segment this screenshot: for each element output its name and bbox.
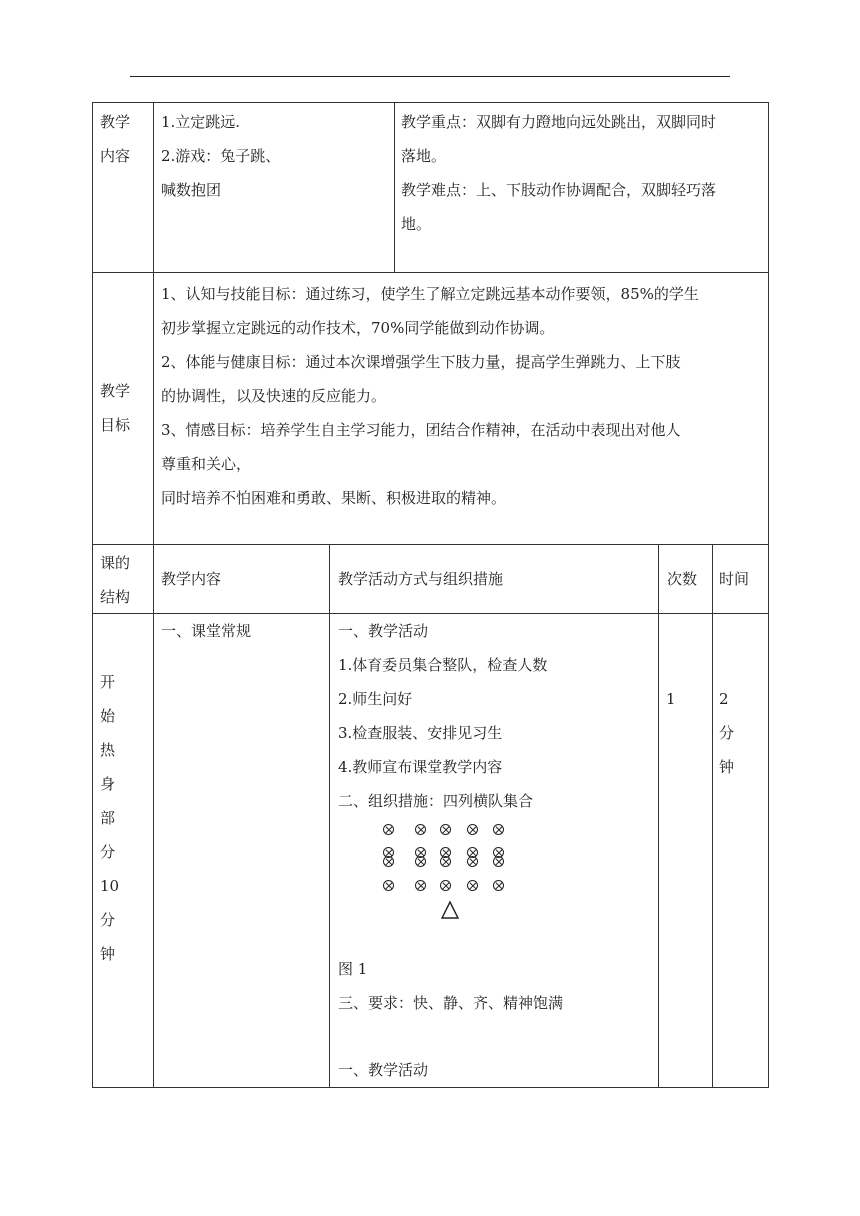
student-marker-icon <box>383 824 394 835</box>
activity-line: 3.检查服装、安排见习生 <box>338 724 503 742</box>
header-time: 时间 <box>719 570 750 588</box>
goal-line: 1、认知与技能目标：通过练习，使学生了解立定跳远基本动作要领，85%的学生 <box>161 285 699 303</box>
key-point-line: 地。 <box>401 215 432 233</box>
part1-label-char: 分 <box>100 911 116 929</box>
key-point-line: 落地。 <box>401 147 447 165</box>
label-column-divider <box>153 102 154 1088</box>
section1-key-points <box>401 105 716 241</box>
student-marker-icon <box>440 856 451 867</box>
section1-label-line: 内容 <box>100 147 131 165</box>
section1-bottom-rule <box>92 272 769 273</box>
student-marker-icon <box>467 856 478 867</box>
header-structure-line: 结构 <box>100 588 131 606</box>
key-point-line: 教学重点：双脚有力蹬地向远处跳出，双脚同时 <box>401 113 717 131</box>
section2-label-line: 目标 <box>100 416 131 434</box>
goal-line: 尊重和关心， <box>161 455 252 473</box>
activity-line: 二、组织措施：四列横队集合 <box>338 792 534 810</box>
section2-label <box>100 374 130 442</box>
next-activity-heading: 一、教学活动 <box>338 1061 429 1079</box>
key-point-line: 教学难点：上、下肢动作协调配合，双脚轻巧落 <box>401 181 717 199</box>
student-marker-icon <box>493 880 504 891</box>
student-marker-icon <box>415 856 426 867</box>
part1-label-char: 始 <box>100 707 116 725</box>
student-marker-icon <box>415 880 426 891</box>
activity-line: 2.师生问好 <box>338 690 413 708</box>
goal-line: 3、情感目标：培养学生自主学习能力，团结合作精神，在活动中表现出对他人 <box>161 421 681 439</box>
student-marker-icon <box>493 856 504 867</box>
student-marker-icon <box>440 824 451 835</box>
part1-label-char: 钟 <box>100 945 116 963</box>
student-marker-icon <box>440 880 451 891</box>
part1-time-char: 分 <box>719 724 735 742</box>
goal-line: 的协调性，以及快速的反应能力。 <box>161 387 387 405</box>
section2-goals <box>161 277 699 515</box>
student-marker-icon <box>467 824 478 835</box>
section1-label-line: 教学 <box>100 113 131 131</box>
activity-column-divider <box>329 544 330 1088</box>
header-count: 次数 <box>667 570 698 588</box>
content-line: 喊数抱团 <box>161 181 222 199</box>
part1-label-char: 开 <box>100 673 116 691</box>
goal-line: 同时培养不怕困难和勇敢、果断、积极进取的精神。 <box>161 489 507 507</box>
section2-bottom-rule <box>92 544 769 545</box>
time-column-divider <box>712 544 713 1088</box>
formation-diagram <box>378 818 518 928</box>
part1-count: 1 <box>666 690 676 708</box>
part1-activities <box>338 614 547 818</box>
section2-label-line: 教学 <box>100 382 131 400</box>
student-marker-icon <box>467 880 478 891</box>
header-structure <box>100 546 130 614</box>
header-rule <box>130 76 730 77</box>
student-marker-icon <box>415 824 426 835</box>
teacher-triangle-icon <box>440 900 460 920</box>
content-line: 2.游戏：兔子跳、 <box>161 147 281 165</box>
student-marker-icon <box>383 856 394 867</box>
part1-label-char: 10 <box>100 877 120 895</box>
part1-label-char: 热 <box>100 741 116 759</box>
part1-label-char: 部 <box>100 809 116 827</box>
figure-label: 图 1 <box>338 960 368 978</box>
requirement-text: 三、要求：快、静、齐、精神饱满 <box>338 994 564 1012</box>
student-marker-icon <box>383 880 394 891</box>
activity-line: 4.教师宣布课堂教学内容 <box>338 758 503 776</box>
part1-label <box>100 665 119 971</box>
section1-divider <box>394 102 395 272</box>
student-marker-icon <box>493 824 504 835</box>
part1-label-char: 身 <box>100 775 116 793</box>
part1-label-char: 分 <box>100 843 116 861</box>
activity-line: 1.体育委员集合整队，检查人数 <box>338 656 548 674</box>
part1-content: 一、课堂常规 <box>161 622 252 640</box>
goal-line: 初步掌握立定跳远的动作技术，70%同学能做到动作协调。 <box>161 319 555 337</box>
header-activity: 教学活动方式与组织措施 <box>338 570 504 588</box>
count-column-divider <box>658 544 659 1088</box>
header-content: 教学内容 <box>161 570 222 588</box>
part1-time-char: 2 <box>719 690 729 708</box>
activity-line: 一、教学活动 <box>338 622 429 640</box>
section1-label <box>100 105 130 173</box>
goal-line: 2、体能与健康目标：通过本次课增强学生下肢力量，提高学生弹跳力、上下肢 <box>161 353 681 371</box>
header-structure-line: 课的 <box>100 554 131 572</box>
part1-time-char: 钟 <box>719 758 735 776</box>
section1-content <box>161 105 280 207</box>
content-line: 1.立定跳远. <box>161 113 241 131</box>
part1-time <box>719 682 734 784</box>
